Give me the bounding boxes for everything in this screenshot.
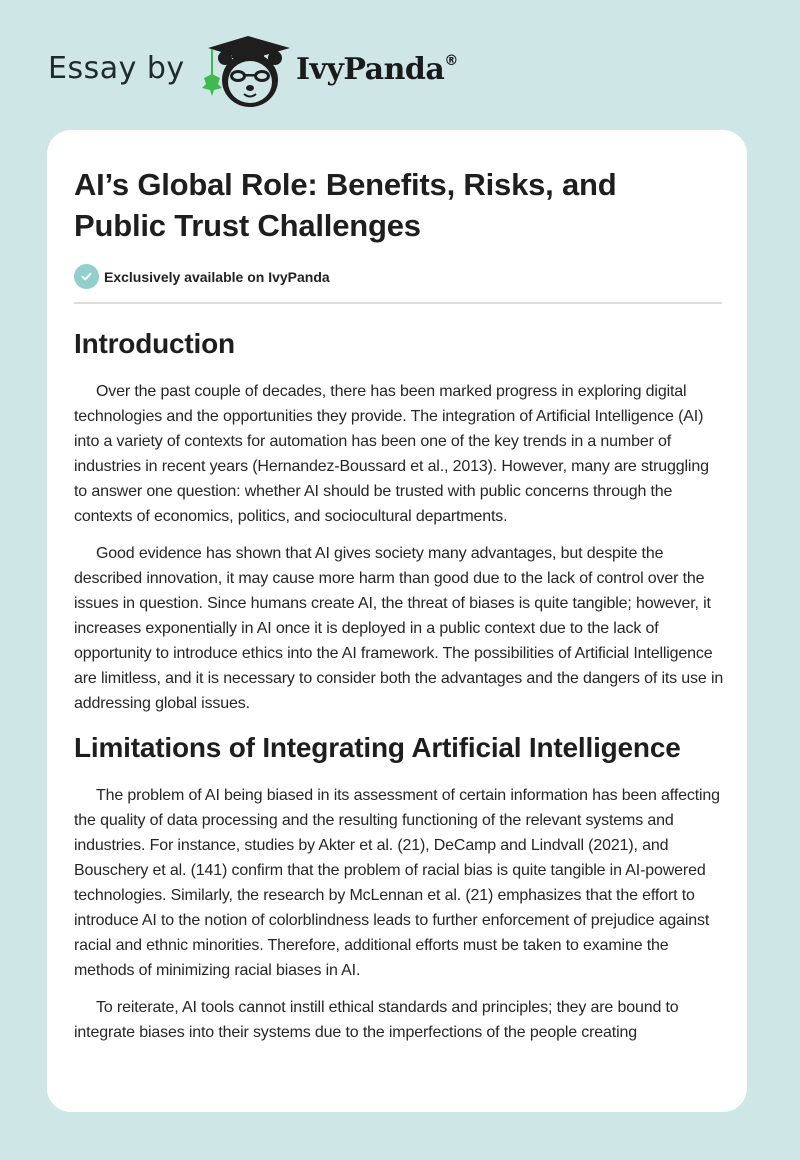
title-divider	[74, 302, 722, 304]
brand-name[interactable]	[296, 52, 458, 87]
paragraph: Over the past couple of decades, there has been marked progress in exploring digital technologies and the opportunities they provide. The integration of Artificial Intelligence (AI) into a variety of contexts for automation has been one of the key trends in a number of industries in recent years (Hernandez-Boussard et al., 2013). However, many are struggling to answer one question: whether AI should be trusted with public concerns through the contexts of economics, politics, and sociocultural departments.	[74, 383, 709, 525]
panda-graduation-cap-icon[interactable]	[200, 34, 292, 110]
paragraph: To reiterate, AI tools cannot instill ethical standards and principles; they are bound to integrate biases into their systems due to the imperfections of the people creating	[74, 999, 679, 1041]
registered-mark: ®	[444, 53, 458, 69]
essay-card	[47, 130, 747, 1112]
exclusive-label: Exclusively available on IvyPanda	[104, 268, 330, 285]
site-header	[0, 0, 800, 130]
check-circle-icon	[74, 264, 99, 289]
paragraph: Good evidence has shown that AI gives society many advantages, but despite the described innovation, it may cause more harm than good due to the lack of control over the issues in question. Since humans create AI, the threat of biases is quite tangible; however, it increases exponentially in AI once it is deployed in a public context due to the lack of opportunity to introduce ethics into the AI framework. The possibilities of Artificial Intelligence are limitless, and it is necessary to consider both the advantages and the dangers of its use in addressing global issues.	[74, 545, 724, 712]
page-title: AI’s Global Role: Benefits, Risks, and Public Trust Challenges	[74, 167, 617, 243]
paragraph: The problem of AI being biased in its assessment of certain information has been affecting the quality of data processing and the resulting functioning of the relevant systems and industries. For instance, studies by Akter et al. (21), DeCamp and Lindvall (2021), and Bouschery et al. (141) confirm that the problem of racial bias is quite tangible in AI-powered technologies. Similarly, the research by McLennan et al. (21) emphasizes that the effort to introduce AI to the notion of colorblindness leads to further enforcement of prejudice against racial and ethnic minorities. Therefore, additional efforts must be taken to examine the methods of minimizing racial biases in AI.	[74, 787, 720, 979]
exclusive-badge	[74, 264, 330, 289]
section-introduction	[74, 326, 724, 716]
essay-body	[74, 326, 724, 1057]
essay-by-label: Essay by	[48, 51, 185, 86]
section-heading: Introduction	[74, 328, 235, 359]
brand-label: IvyPanda	[296, 52, 445, 87]
section-limitations	[74, 730, 724, 1045]
section-heading: Limitations of Integrating Artificial Intelligence	[74, 732, 681, 763]
